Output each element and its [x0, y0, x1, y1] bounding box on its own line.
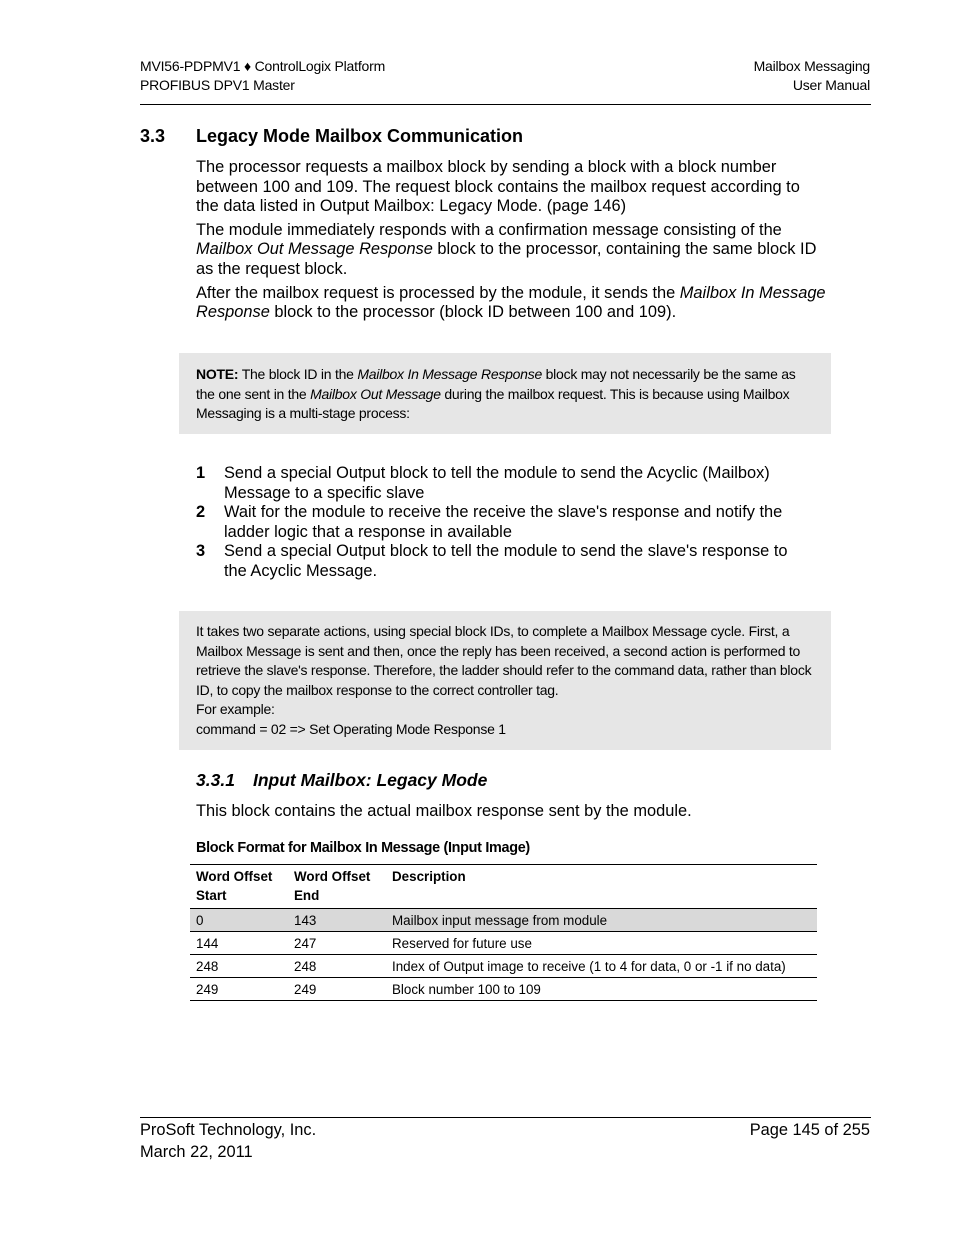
table-row [190, 955, 817, 978]
example-text: command = 02 => Set Operating Mode Response 1 [196, 720, 506, 737]
paragraph-processed [196, 284, 826, 323]
example-label: For example: [196, 701, 275, 717]
cell-start: 144 [190, 932, 288, 955]
step-text: Send a special Output block to tell the module to send the slave's response to the Acyclic Message. [224, 542, 788, 580]
footer-page-number: Page 145 of 255 [749, 1121, 870, 1139]
table-caption: Block Format for Mailbox In Message (Input Image) [196, 840, 530, 856]
cell-description: Block number 100 to 109 [386, 978, 817, 1001]
subsection-number: 3.3.1 [196, 770, 235, 790]
cell-end: 143 [288, 909, 386, 932]
footer-left [140, 1119, 540, 1163]
block-name-italic: Mailbox In Message Response [196, 283, 826, 322]
cell-start: 0 [190, 909, 288, 932]
running-header-right [570, 57, 870, 95]
paragraph-text: block to the processor (block ID between 100 and 109). [269, 303, 677, 322]
running-header-left [140, 57, 500, 95]
paragraph-text: The module immediately responds with a confirmation message consisting of the [196, 220, 782, 239]
cell-end: 248 [288, 955, 386, 978]
header-product: MVI56-PDPMV1 ♦ ControlLogix Platform [140, 58, 386, 74]
step-number: 3 [196, 542, 206, 560]
cell-description: Mailbox input message from module [386, 909, 817, 932]
subsection-title: Input Mailbox: Legacy Mode [253, 770, 488, 790]
paragraph-text: block to the processor, containing the same block ID as the request block. [196, 240, 817, 278]
info-text: It takes two separate actions, using special block IDs, to complete a Mailbox Message cycle. First, a Mailbox Message is sent and then, once the reply has been received, a second action is performed to retrieve the slave's response. Therefore, the ladder should refer to the command data, rather than block ID, to copy the mailbox response to the correct controller tag. [196, 623, 812, 698]
cell-start: 249 [190, 978, 288, 1001]
table-row [190, 978, 817, 1001]
info-box [179, 611, 831, 750]
cell-start: 248 [190, 955, 288, 978]
step-text: Send a special Output block to tell the module to send the Acyclic (Mailbox) Message to a specific slave [224, 464, 770, 502]
header-text: Description [392, 869, 466, 884]
header-chapter: Mailbox Messaging [753, 58, 870, 74]
table-top-rule [190, 864, 817, 865]
header-description [386, 866, 817, 909]
note-text-part: The block ID in the [238, 366, 358, 382]
cell-end: 247 [288, 932, 386, 955]
note-text-part: block may not necessarily be the same as the one sent in the [196, 366, 796, 402]
note-label: NOTE: [196, 366, 239, 382]
table-row [190, 932, 817, 955]
table-header-row [190, 866, 817, 909]
footer-rule [140, 1117, 871, 1118]
section-number: 3.3 [140, 126, 166, 146]
header-subtitle: PROFIBUS DPV1 Master [140, 77, 295, 93]
block-name-italic: Mailbox Out Message Response [196, 240, 433, 259]
section-title: Legacy Mode Mailbox Communication [196, 126, 524, 146]
note-box [179, 353, 831, 434]
step-number: 1 [196, 464, 206, 482]
header-start [190, 866, 288, 909]
header-manual: User Manual [792, 77, 870, 93]
header-text: Word Offset [196, 869, 273, 884]
block-format-table [190, 866, 817, 1001]
header-text: Start [196, 888, 227, 903]
step-text: Wait for the module to receive the receive the slave's response and notify the ladder logic that a response in available [224, 503, 783, 541]
cell-end: 249 [288, 978, 386, 1001]
note-text-part: during the mailbox request. This is because using Mailbox Messaging is a multi-stage process: [196, 385, 790, 421]
table-row [190, 909, 817, 932]
header-rule [140, 104, 871, 105]
subsection-description: This block contains the actual mailbox response sent by the module. [196, 802, 692, 820]
step-number: 2 [196, 503, 206, 521]
paragraph-response [196, 221, 826, 280]
header-text: End [294, 888, 320, 903]
paragraph-text: After the mailbox request is processed by the module, it sends the [196, 283, 680, 302]
header-end [288, 866, 386, 909]
note-text [196, 365, 812, 424]
footer-date: March 22, 2011 [140, 1143, 253, 1161]
paragraph-request: The processor requests a mailbox block by sending a block with a block number between 100 and 109. The request block contains the mailbox request according to the data listed in Output Mailbox: Legacy Mode. (page 146) [196, 158, 800, 216]
header-text: Word Offset [294, 869, 371, 884]
section-body [196, 158, 826, 327]
cell-description: Index of Output image to receive (1 to 4 for data, 0 or -1 if no data) [386, 955, 817, 978]
info-text-block [196, 622, 816, 739]
note-italic: Mailbox Out Message [310, 385, 441, 402]
note-italic: Mailbox In Message Response [357, 366, 542, 382]
cell-description: Reserved for future use [386, 932, 817, 955]
footer-company: ProSoft Technology, Inc. [140, 1121, 317, 1139]
